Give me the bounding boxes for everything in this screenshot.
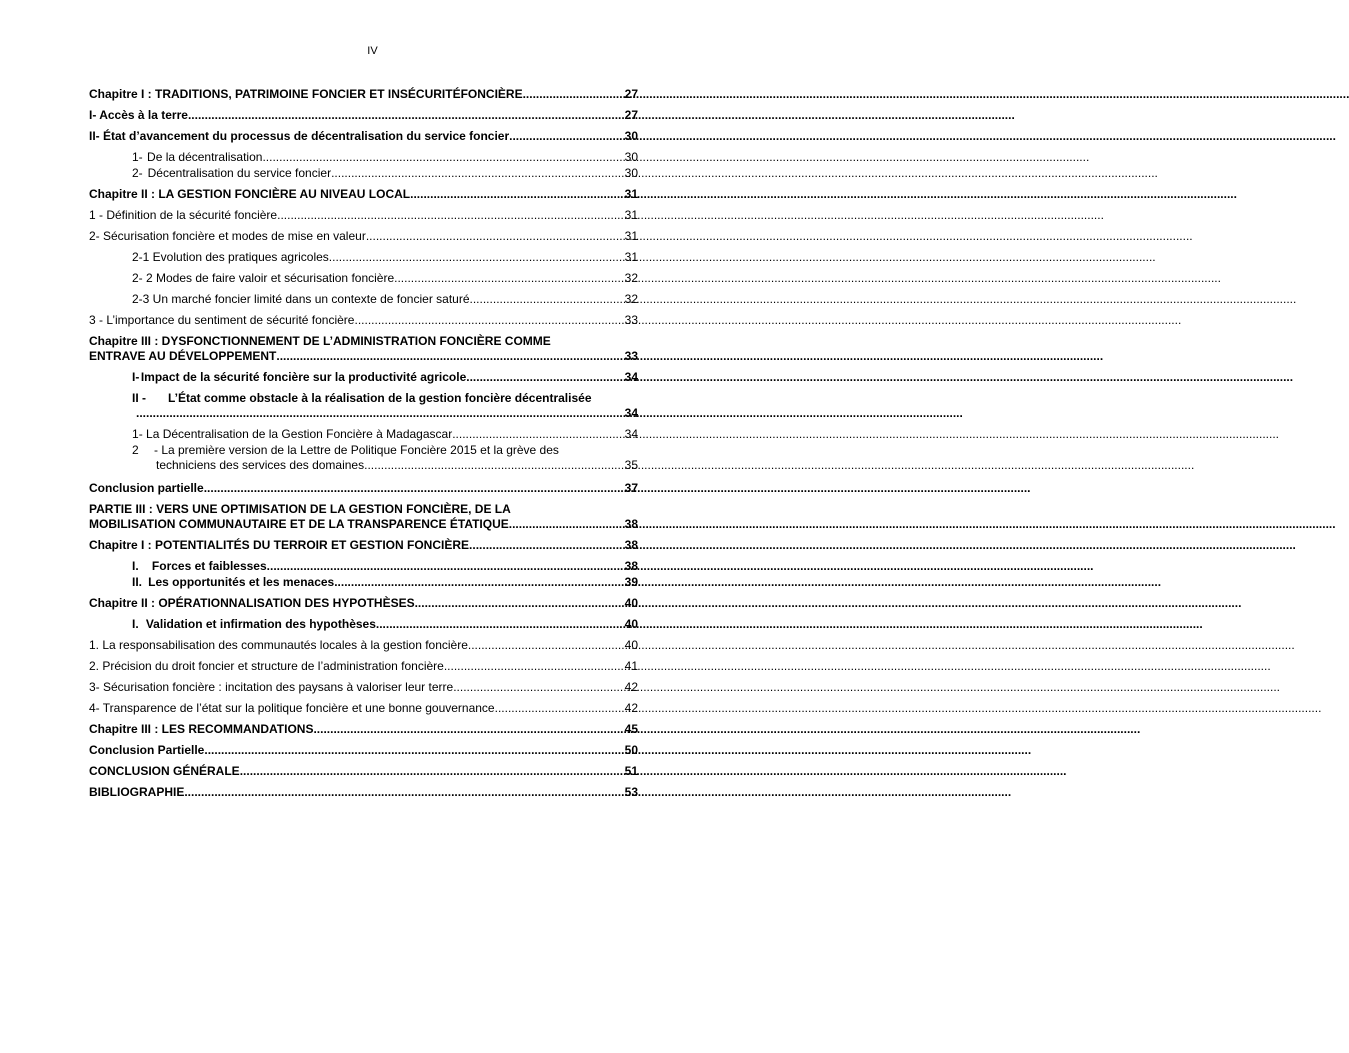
toc-entry[interactable] <box>89 166 638 180</box>
toc-entry-title: Chapitre I : POTENTIALITÉS DU TERROIR ET GESTION FONCIÈRE <box>89 538 470 552</box>
toc-entry[interactable] <box>89 481 638 495</box>
toc-entry-title: 2- 2 Modes de faire valoir et sécurisation foncière <box>132 271 395 285</box>
toc-entry-page: 51 <box>624 764 638 778</box>
toc-entry-number: 1- <box>132 150 143 164</box>
toc-entry-page: 32 <box>624 271 638 285</box>
toc-entry-title: 2- Sécurisation foncière et modes de mise en valeur <box>89 229 366 243</box>
toc-entry[interactable] <box>89 292 638 306</box>
toc-entry-title: 2. Précision du droit foncier et structure de l’administration foncière <box>89 659 444 673</box>
toc-entry-title: Validation et infirmation des hypothèses <box>145 617 376 631</box>
toc-entry[interactable] <box>89 701 638 715</box>
toc-entry[interactable] <box>89 187 638 201</box>
toc-entry[interactable] <box>89 596 638 610</box>
toc-entry-page: 40 <box>624 596 638 610</box>
toc-entry-title: Chapitre II : LA GESTION FONCIÈRE AU NIVEAU LOCAL <box>89 187 411 201</box>
toc-entry-page: 39 <box>624 575 638 589</box>
toc-entry[interactable] <box>89 129 638 143</box>
table-of-contents <box>89 87 638 806</box>
toc-entry[interactable] <box>89 659 638 673</box>
toc-entry[interactable] <box>89 271 638 285</box>
toc-entry-title: - La Décentralisation de la Gestion Foncière à Madagascar <box>138 427 453 441</box>
toc-entry-number: 2- <box>132 166 143 180</box>
toc-entry-page: 42 <box>624 701 638 715</box>
toc-entry[interactable] <box>89 575 638 589</box>
toc-entry-number: 1 <box>132 427 139 441</box>
toc-entry[interactable] <box>89 391 638 421</box>
toc-entry-page: 30 <box>624 166 638 180</box>
toc-entry[interactable] <box>89 208 638 222</box>
toc-entry-number: II - <box>132 391 146 405</box>
toc-entry-page: 45 <box>624 722 638 736</box>
toc-entry-title: 3- Sécurisation foncière : incitation des paysans à valoriser leur terre <box>89 680 454 694</box>
toc-entry[interactable] <box>89 638 638 652</box>
toc-entry-page: 40 <box>624 617 638 631</box>
toc-entry[interactable] <box>89 680 638 694</box>
toc-entry-page: 32 <box>624 292 638 306</box>
toc-entry-page: 31 <box>624 229 638 243</box>
toc-entry[interactable] <box>89 87 638 101</box>
toc-entry-page: 41 <box>624 659 638 673</box>
toc-entry-title: CONCLUSION GÉNÉRALE <box>89 764 240 778</box>
toc-entry-page: 50 <box>624 743 638 757</box>
toc-entry-page: 40 <box>624 638 638 652</box>
toc-entry[interactable] <box>89 334 638 364</box>
toc-entry-page: 38 <box>624 517 638 531</box>
toc-entry-page: 31 <box>624 250 638 264</box>
toc-entry-title: Chapitre I : TRADITIONS, PATRIMOINE FONCIER ET INSÉCURITÉFONCIÈRE <box>89 87 523 101</box>
toc-entry-page: 31 <box>624 208 638 222</box>
toc-entry-title: 1. La responsabilisation des communautés locales à la gestion foncière <box>89 638 468 652</box>
toc-entry[interactable] <box>89 785 638 799</box>
toc-entry-page: 42 <box>624 680 638 694</box>
toc-entry[interactable] <box>89 743 638 757</box>
toc-entry-title-line2: techniciens des services des domaines. <box>156 458 368 472</box>
toc-entry-title: 4- Transparence de l’état sur la politique foncière et une bonne gouvernance <box>89 701 495 715</box>
toc-entry-title-line1: PARTIE III : VERS UNE OPTIMISATION DE LA GESTION FONCIÈRE, DE LA <box>89 502 511 516</box>
toc-entry-page: 38 <box>624 538 638 552</box>
toc-entry[interactable] <box>89 427 638 441</box>
toc-entry-number: II. <box>132 575 143 589</box>
toc-entry-number: I. <box>132 559 139 573</box>
toc-entry-title: Conclusion partielle <box>89 481 204 495</box>
toc-entry-page: 34 <box>624 427 638 441</box>
toc-entry[interactable] <box>89 108 638 122</box>
toc-entry-page: 34 <box>624 406 638 420</box>
toc-entry-title: Chapitre II : OPÉRATIONNALISATION DES HYPOTHÈSES <box>89 596 415 610</box>
toc-entry[interactable] <box>89 370 638 384</box>
toc-entry[interactable] <box>89 559 638 573</box>
toc-entry[interactable] <box>89 250 638 264</box>
page-number: IV <box>367 45 378 57</box>
toc-entry-page: 38 <box>624 559 638 573</box>
toc-entry-title: II- État d’avancement du processus de décentralisation du service foncier <box>89 129 510 143</box>
toc-entry-page: 27 <box>624 108 638 122</box>
toc-entry-title-line2: MOBILISATION COMMUNAUTAIRE ET DE LA TRANSPARENCE ÉTATIQUE <box>89 517 509 531</box>
toc-entry-page: 34 <box>624 370 638 384</box>
toc-entry-title: 3 - L’importance du sentiment de sécurité foncière <box>89 313 355 327</box>
toc-entry-title: 1 - Définition de la sécurité foncière <box>89 208 278 222</box>
toc-entry-title: BIBLIOGRAPHIE <box>89 785 185 799</box>
toc-entry-title-line1: Chapitre III : DYSFONCTIONNEMENT DE L’ADMINISTRATION FONCIÈRE COMME <box>89 334 551 348</box>
toc-entry-page: 35 <box>624 458 638 472</box>
toc-entry-page: 30 <box>624 150 638 164</box>
toc-entry-title-line1: - La première version de la Lettre de Politique Foncière 2015 et la grève des <box>154 443 559 457</box>
toc-entry[interactable] <box>89 617 638 631</box>
toc-entry-title: Les opportunités et les menaces <box>148 575 335 589</box>
toc-entry-title: L’État comme obstacle à la réalisation de la gestion foncière décentralisée <box>168 391 592 405</box>
toc-entry-title: 2-3 Un marché foncier limité dans un contexte de foncier saturé <box>132 292 470 306</box>
toc-entry[interactable] <box>89 150 638 164</box>
toc-entry-page: 33 <box>624 349 638 363</box>
toc-entry-title: Conclusion Partielle <box>89 743 205 757</box>
toc-entry-page: 27 <box>624 87 638 101</box>
toc-entry[interactable] <box>89 313 638 327</box>
toc-entry-title: De la décentralisation <box>147 150 263 164</box>
toc-entry-title: 2-1 Evolution des pratiques agricoles <box>132 250 329 264</box>
toc-entry[interactable] <box>89 229 638 243</box>
toc-entry-number: 2 <box>132 443 139 457</box>
toc-entry-page: 37 <box>624 481 638 495</box>
toc-entry-title: Chapitre III : LES RECOMMANDATIONS <box>89 722 314 736</box>
toc-entry-page: 33 <box>624 313 638 327</box>
toc-entry-number: I. <box>132 617 139 631</box>
toc-entry-title: I- Accès à la terre <box>89 108 188 122</box>
toc-entry-page: 30 <box>624 129 638 143</box>
toc-entry[interactable] <box>89 538 638 552</box>
toc-entry-title: Forces et faiblesses <box>151 559 267 573</box>
toc-entry-title: Décentralisation du service foncier <box>147 166 332 180</box>
toc-entry-number: I- <box>132 370 140 384</box>
toc-entry-page: 31 <box>624 187 638 201</box>
toc-entry[interactable] <box>89 722 638 736</box>
toc-entry[interactable] <box>89 764 638 778</box>
toc-entry[interactable] <box>89 502 638 532</box>
toc-entry-title: Impact de la sécurité foncière sur la productivité agricole <box>140 370 467 384</box>
toc-entry-title-line2: ENTRAVE AU DÉVELOPPEMENT <box>89 349 277 363</box>
toc-entry-page: 53 <box>624 785 638 799</box>
toc-entry[interactable] <box>89 443 638 473</box>
